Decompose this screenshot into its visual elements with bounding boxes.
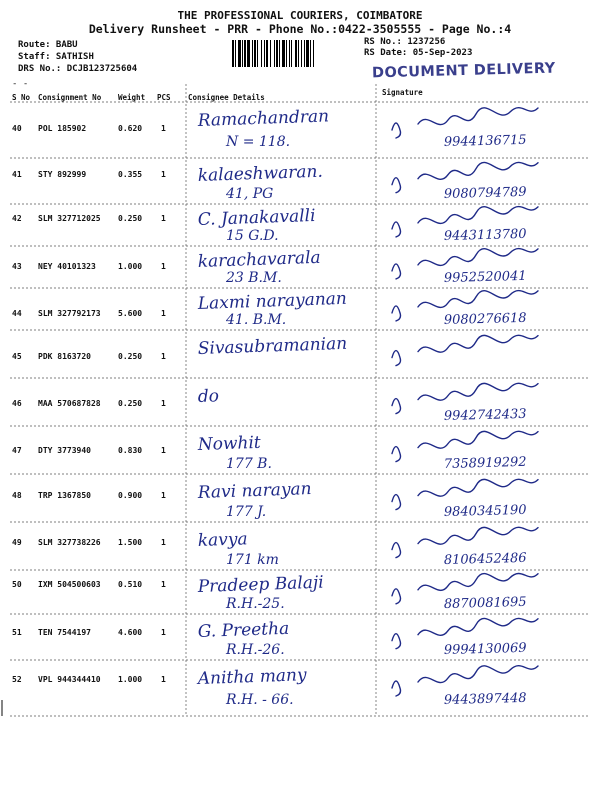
- document-delivery-stamp: DOCUMENT DELIVERY: [371, 60, 556, 82]
- handwritten-consignee-name: kalaeshwaran.: [197, 161, 324, 186]
- col-pcs: PCS: [157, 93, 171, 102]
- row-weight: 0.510: [118, 580, 143, 589]
- row-sno: 43: [12, 262, 22, 271]
- handwritten-phone: 9443113780: [443, 226, 527, 244]
- handwritten-consignee-name: kavya: [197, 529, 248, 551]
- handwritten-consignee-name: Sivasubramanian: [197, 333, 348, 359]
- row-pcs: 1: [161, 399, 166, 408]
- signature-scribble: [392, 335, 538, 365]
- handwritten-phone: 9080276618: [443, 310, 527, 328]
- handwritten-consignee-name: C. Janakavalli: [197, 205, 316, 230]
- row-consignment: VPL 944344410: [38, 675, 101, 684]
- handwritten-consignee-name: do: [197, 386, 220, 407]
- handwritten-phone: 9942742433: [443, 406, 527, 424]
- row-consignment: SLM 327738226: [38, 538, 101, 547]
- handwritten-phone: 9443897448: [443, 690, 527, 708]
- handwritten-consignee-address: 15 G.D.: [226, 228, 279, 244]
- handwritten-phone: 9994130069: [443, 640, 527, 658]
- row-weight: 0.620: [118, 124, 143, 133]
- handwritten-consignee-address: 177 J.: [226, 504, 267, 520]
- row-pcs: 1: [161, 170, 166, 179]
- row-consignment: TEN 7544197: [38, 628, 91, 637]
- row-sno: 47: [12, 446, 22, 455]
- handwritten-consignee-address: R.H.-26.: [226, 642, 285, 658]
- col-sno: S No: [12, 93, 31, 102]
- row-handwriting: [186, 330, 588, 378]
- row-weight: 0.830: [118, 446, 143, 455]
- handwritten-phone: 7358919292: [443, 454, 527, 472]
- handwritten-consignee-name: Ravi narayan: [197, 479, 312, 503]
- handwritten-consignee-name: karachavarala: [197, 247, 321, 272]
- row-weight: 0.250: [118, 214, 143, 223]
- row-weight: 1.000: [118, 262, 143, 271]
- row-pcs: 1: [161, 446, 166, 455]
- handwritten-consignee-address: 41, PG: [226, 186, 274, 202]
- row-handwriting: [186, 158, 588, 204]
- handwritten-consignee-name: Nowhit: [197, 432, 262, 455]
- rs-number: RS No.: 1237256: [364, 37, 446, 47]
- row-handwriting: [186, 204, 588, 246]
- row-weight: 0.250: [118, 352, 143, 361]
- row-weight: 4.600: [118, 628, 143, 637]
- row-consignment: PDK 8163720: [38, 352, 91, 361]
- rs-date: RS Date: 05-Sep-2023: [364, 48, 473, 58]
- row-weight: 0.900: [118, 491, 143, 500]
- row-pcs: 1: [161, 309, 166, 318]
- row-pcs: 1: [161, 628, 166, 637]
- drs-number: DRS No.: DCJB123725604: [18, 64, 138, 74]
- handwritten-consignee-address: 41. B.M.: [226, 312, 287, 328]
- row-handwriting: [186, 246, 588, 288]
- row-pcs: 1: [161, 352, 166, 361]
- handwritten-consignee-address: 177 B.: [226, 456, 272, 472]
- row-sno: 45: [12, 352, 22, 361]
- row-handwriting: [186, 474, 588, 522]
- row-pcs: 1: [161, 675, 166, 684]
- handwritten-consignee-address: N = 118.: [226, 134, 291, 150]
- row-sno: 42: [12, 214, 22, 223]
- row-sno: 48: [12, 491, 22, 500]
- row-pcs: 1: [161, 214, 166, 223]
- row-handwriting: [186, 426, 588, 474]
- handwritten-consignee-address: 171 km: [226, 552, 279, 568]
- col-consignee-details: Consignee Details: [188, 93, 265, 102]
- row-pcs: 1: [161, 580, 166, 589]
- row-consignment: SLM 327712025: [38, 214, 101, 223]
- row-weight: 5.600: [118, 309, 143, 318]
- row-sno: 41: [12, 170, 22, 179]
- row-consignment: DTY 3773940: [38, 446, 91, 455]
- row-sno: 40: [12, 124, 22, 133]
- company-title: THE PROFESSIONAL COURIERS, COIMBATORE: [177, 9, 423, 22]
- handwritten-consignee-name: Ramachandran: [197, 106, 330, 131]
- handwritten-phone: 8106452486: [443, 550, 527, 568]
- handwritten-consignee-address: R.H.-25.: [226, 596, 285, 612]
- col-signature: Signature: [382, 88, 423, 97]
- row-consignment: IXM 504500603: [38, 580, 101, 589]
- col-consignment: Consignment No: [38, 93, 102, 102]
- row-consignment: TRP 1367850: [38, 491, 91, 500]
- row-consignment: POL 185902: [38, 124, 87, 133]
- handwritten-consignee-name: Pradeep Balaji: [197, 572, 325, 597]
- row-pcs: 1: [161, 538, 166, 547]
- row-consignment: SLM 327792173: [38, 309, 101, 318]
- row-handwriting: [186, 614, 588, 660]
- row-handwriting: [186, 102, 588, 158]
- row-sno: 51: [12, 628, 22, 637]
- row-weight: 1.500: [118, 538, 143, 547]
- handwritten-phone: 8870081695: [443, 594, 527, 612]
- row-handwriting: [186, 570, 588, 614]
- staff-label: Staff: SATHISH: [18, 52, 94, 62]
- row-sno: 52: [12, 675, 22, 684]
- handwritten-consignee-name: Anitha many: [197, 665, 307, 689]
- handwritten-consignee-name: Laxmi narayanan: [197, 288, 348, 314]
- row-handwriting: [186, 378, 588, 426]
- row-handwriting: [186, 660, 588, 716]
- row-sno: 46: [12, 399, 22, 408]
- row-pcs: 1: [161, 124, 166, 133]
- route-label: Route: BABU: [18, 40, 78, 50]
- row-handwriting: [186, 288, 588, 330]
- row-consignment: NEY 40101323: [38, 262, 96, 271]
- row-pcs: 1: [161, 491, 166, 500]
- row-weight: 0.250: [118, 399, 143, 408]
- handwritten-consignee-name: G. Preetha: [197, 618, 290, 642]
- row-consignment: STY 892999: [38, 170, 87, 179]
- row-consignment: MAA 570687828: [38, 399, 101, 408]
- row-weight: 1.000: [118, 675, 143, 684]
- row-sno: 44: [12, 309, 22, 318]
- handwritten-phone: 9080794789: [443, 184, 527, 202]
- handwritten-phone: 9840345190: [443, 502, 527, 520]
- row-handwriting: [186, 522, 588, 570]
- row-pcs: 1: [161, 262, 166, 271]
- row-sno: 50: [12, 580, 22, 589]
- handwritten-phone: 9944136715: [443, 132, 527, 150]
- runsheet-subtitle: Delivery Runsheet - PRR - Phone No.:0422-3505555 - Page No.:4: [88, 22, 512, 36]
- row-sno: 49: [12, 538, 22, 547]
- handwritten-consignee-address: 23 B.M.: [226, 270, 282, 286]
- header-divider: - -: [12, 79, 29, 89]
- handwritten-consignee-address: R.H. - 66.: [226, 692, 294, 708]
- handwritten-phone: 9952520041: [443, 268, 527, 286]
- row-weight: 0.355: [118, 170, 143, 179]
- col-weight: Weight: [118, 93, 146, 102]
